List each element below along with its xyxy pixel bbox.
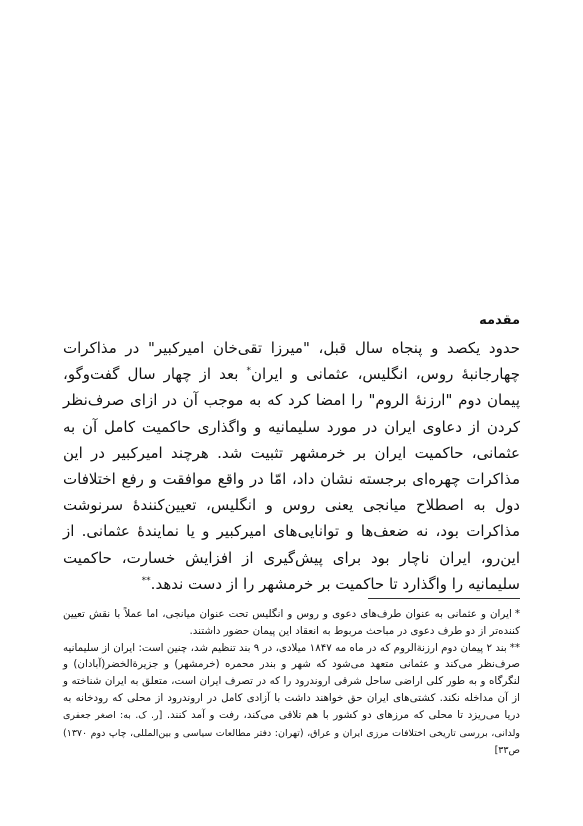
footnote-reference-1[interactable]: * — [246, 366, 251, 377]
footnote-2 — [63, 640, 520, 761]
footnotes-section — [63, 606, 520, 760]
footnote-2-text: بند ۲ پیمان دوم ارزنةالروم که در ماه مه ۱۸۴۷ میلادی، در ۹ بند تنظیم شد، چنین است: ایران از سلیمانیه صرف‌نظر می‌کند و عثمانی متعهد می‌شود که شهر و بندر محمره (خرمشهر) و جزیرةالخضر(آبادان) و لنگرگاه و به طور کلی اراضی ساحل شرقی اروندرود را که در تصرف ایران است، متعلق به ایران شناخته و از آن مداخله نکند. کشتی‌های ایران حق خواهند داشت با آزادی کامل در اروندرود از محلی که رودخانه به دریا می‌ریزد تا محلی که مرزهای دو کشور با هم تلاقی می‌کند، رفت و آمد کنند. — [63, 641, 520, 721]
footnote-2-mark: ** — [509, 641, 520, 654]
footnote-2-source: [ر. ک. به: اصغر جعفری ولدانی، بررسی تاریخی اختلافات مرزی ایران و عراق، (تهران: دفتر مطالعات سیاسی و بین‌المللی، چاپ دوم ۱۳۷۰) ص۳۳] — [63, 709, 520, 757]
body-text-part-1: حدود یکصد و پنجاه سال قبل، "میرزا تقی‌خان امیرکبیر" در مذاکرات چهارجانبهٔ روس، انگلیس، عثمانی و ایران — [63, 339, 520, 384]
body-paragraph — [63, 335, 520, 597]
footnote-1-text: ایران و عثمانی به عنوان طرف‌های دعوی و روس و انگلیس تحت عنوان میانجی، اما عملاً با نقش تعیین کننده‌تر از دو طرف دعوی در مباحث مربوط به انعقاد این پیمان حضور داشتند. — [63, 608, 520, 637]
footnote-reference-2[interactable]: ** — [141, 575, 151, 586]
footnote-1-mark: * — [514, 608, 520, 620]
footnote-divider — [368, 598, 520, 599]
footnote-1 — [63, 606, 520, 640]
body-text-part-2: بعد از چهار سال گفت‌وگو، پیمان دوم "ارزنهٔ الروم" را امضا کرد که به موجب آن در ازای صرف‌نظر کردن از دعاوی ایران در مورد سلیمانیه و واگذاری حاکمیت کامل آن به عثمانی، حاکمیت ایران بر خرمشهر تثبیت شد. هرچند امیرکبیر در این مذاکرات چهره‌ای برجسته نشان داد، امّا در واقع موافقت و رفع اختلافات دول به اصطلاح میانجی یعنی روس و انگلیس، تعیین‌کنندهٔ سرنوشت مذاکرات بود، نه ضعف‌ها و توانایی‌های امیرکبیر و یا نمایندهٔ عثمانی. از این‌رو، ایران ناچار بود برای پیش‌گیری از افزایش خسارت، حاکمیت سلیمانیه را واگذارد تا حاکمیت بر خرمشهر را از دست ندهد. — [63, 365, 520, 593]
section-heading: مقدمه — [479, 313, 520, 328]
